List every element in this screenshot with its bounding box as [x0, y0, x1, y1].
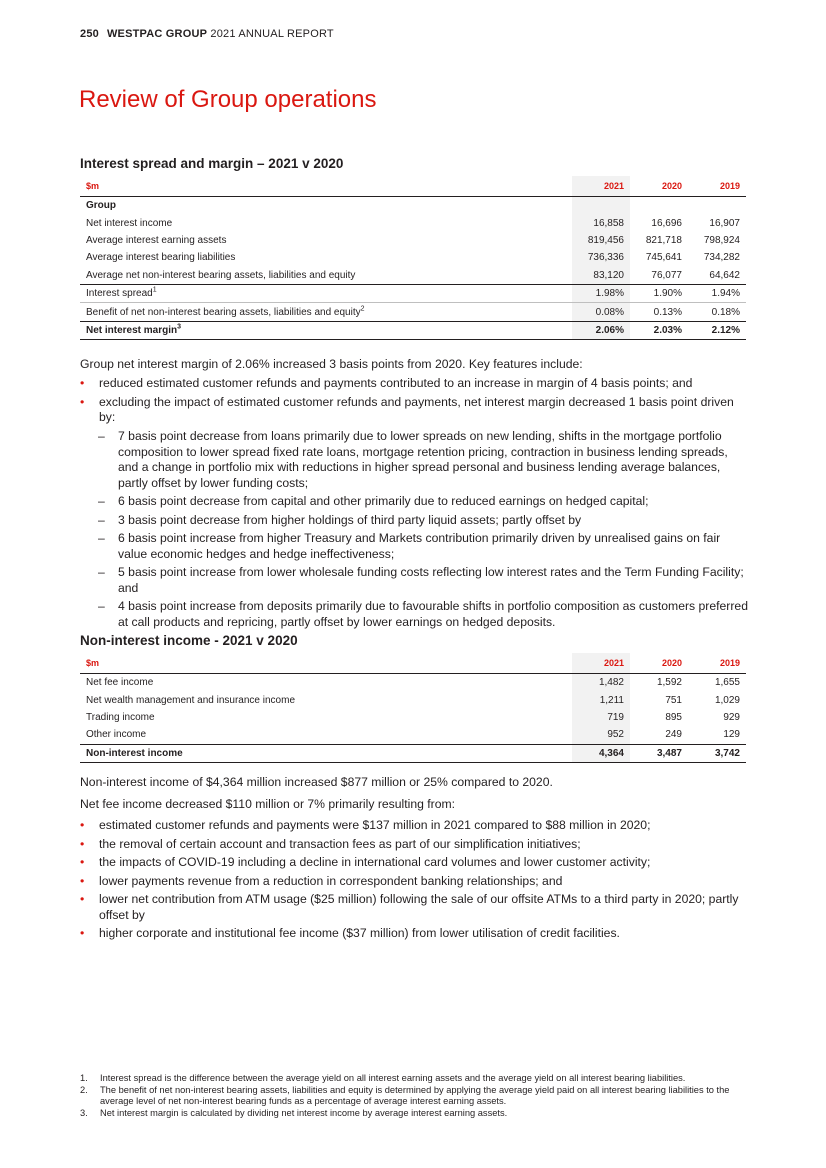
cell: 1,482	[572, 674, 630, 692]
cell: 1,211	[572, 691, 630, 708]
col-header: 2020	[630, 653, 688, 674]
row-label: Net fee income	[86, 677, 154, 689]
table-row	[80, 249, 746, 266]
table-row	[80, 726, 746, 744]
row-label: Trading income	[86, 711, 155, 723]
nim-bullets	[80, 376, 750, 429]
row-label: Average interest bearing liabilities	[86, 252, 236, 264]
col-header: 2021	[572, 176, 630, 197]
list-item: • higher corporate and institutional fee income ($37 million) from lower utilisation of credit facilities.	[80, 926, 620, 940]
table-row	[80, 744, 746, 762]
list-item: • lower net contribution from ATM usage ($25 million) following the sale of our offsite ATMs to a third party in 2020; partly offset by	[80, 892, 739, 922]
table-row	[80, 197, 746, 215]
row-label: Net interest income	[86, 217, 173, 229]
list-item: • the impacts of COVID-19 including a decline in international card volumes and lower customer activity;	[80, 855, 651, 869]
cell: 0.18%	[688, 303, 746, 321]
col-header: 2021	[572, 653, 630, 674]
cell: 719	[572, 709, 630, 726]
cell: 2.12%	[688, 321, 746, 339]
col-header: $m	[80, 176, 572, 197]
list-item: – 5 basis point increase from lower wholesale funding costs reflecting low interest rates and the Term Funding Facility; and	[98, 565, 744, 595]
list-item: – 7 basis point decrease from loans primarily due to lower spreads on new lending, shifts in the mortgage portfolio composition to lower spread fixed rate loans, mortgage retention pricing, contraction in business lending spreads, and a change in portfolio mix with reductions in higher spread personal and business lending average balances, partly offset by lower funding costs;	[98, 429, 728, 490]
footnote: 2. The benefit of net non-interest bearing assets, liabilities and equity is determined by applying the average yield paid on all interest bearing liabilities to the average level of net non-interest bearing funds as a percentage of average interest earning assets.	[80, 1085, 730, 1106]
cell: 76,077	[651, 269, 682, 281]
section-heading-interest: Interest spread and margin – 2021 v 2020	[80, 156, 344, 171]
cell: 734,282	[703, 252, 740, 264]
cell: 2.03%	[630, 321, 688, 339]
header-report: 2021 ANNUAL REPORT	[210, 28, 334, 40]
table-row	[80, 709, 746, 726]
table-header-row	[80, 653, 746, 674]
row-label: Average net non-interest bearing assets, liabilities and equity	[86, 269, 356, 281]
cell: 4,364	[572, 744, 630, 762]
cell: 736,336	[572, 249, 630, 266]
cell: 798,924	[703, 234, 740, 246]
cell: 821,718	[645, 234, 682, 246]
list-item: – 6 basis point decrease from capital and other primarily due to reduced earnings on hedged capital;	[98, 494, 649, 508]
cell: 952	[572, 726, 630, 744]
cell: 129	[723, 729, 740, 741]
cell: 745,641	[645, 252, 682, 264]
row-label: Non-interest income	[80, 744, 572, 762]
cell: 1,029	[714, 694, 740, 706]
col-header: 2019	[688, 653, 746, 674]
cell: 16,907	[709, 217, 740, 229]
list-item: – 6 basis point increase from higher Treasury and Markets contribution primarily driven by unrealised gains on fair value economic hedges and hedge ineffectiveness;	[98, 531, 721, 561]
group-label: Group	[86, 200, 116, 212]
col-header: 2020	[630, 176, 688, 197]
table-row	[80, 232, 746, 249]
cell: 16,858	[572, 214, 630, 231]
non-interest-para-2: Net fee income decreased $110 million or 7% primarily resulting from:	[80, 797, 456, 811]
table-row	[80, 284, 746, 302]
footnote: 1. Interest spread is the difference between the average yield on all interest earning assets and the average yield on all interest bearing liabilities.	[80, 1073, 686, 1083]
page-number: 250	[80, 28, 99, 40]
cell: 3,742	[688, 744, 746, 762]
cell: 1,592	[656, 677, 682, 689]
col-header: 2019	[688, 176, 746, 197]
list-item: – 4 basis point increase from deposits primarily due to favourable shifts in portfolio composition as customers preferred at call products and repricing, partly offset by lower earnings on hedged deposits.	[98, 599, 748, 629]
footnotes	[80, 1073, 750, 1120]
list-item: – 3 basis point decrease from higher holdings of third party liquid assets; partly offset by	[98, 512, 582, 527]
cell: 0.13%	[630, 303, 688, 321]
table-row	[80, 303, 746, 321]
cell: 1.90%	[630, 284, 688, 302]
nim-intro: Group net interest margin of 2.06% increased 3 basis points from 2020. Key features include:	[80, 357, 583, 371]
table-row	[80, 691, 746, 708]
cell: 0.08%	[572, 303, 630, 321]
cell: 895	[665, 711, 682, 723]
interest-spread-table	[80, 176, 746, 340]
nim-subbullets	[80, 429, 750, 633]
cell: 929	[723, 711, 740, 723]
table-header-row	[80, 176, 746, 197]
cell: 3,487	[630, 744, 688, 762]
row-label: Net wealth management and insurance income	[86, 694, 296, 706]
header-brand: WESTPAC GROUP	[106, 28, 208, 40]
table-row	[80, 674, 746, 692]
row-label: Other income	[86, 729, 147, 741]
cell: 1.98%	[572, 284, 630, 302]
non-interest-para-1: Non-interest income of $4,364 million increased $877 million or 25% compared to 2020.	[80, 775, 553, 789]
list-item: • reduced estimated customer refunds and payments contributed to an increase in margin of 4 basis points; and	[80, 376, 693, 390]
page-header	[80, 28, 334, 40]
cell: 16,696	[651, 217, 682, 229]
table-row	[80, 321, 746, 339]
row-label: Net interest margin$^3$	[80, 321, 572, 339]
section-heading-noninterest: Non-interest income - 2021 v 2020	[80, 633, 298, 648]
cell: 249	[665, 729, 682, 741]
row-label: Interest spread$^1$	[80, 284, 572, 302]
cell: 83,120	[572, 267, 630, 285]
table-row	[80, 267, 746, 285]
col-header: $m	[80, 653, 572, 674]
non-interest-income-table	[80, 653, 746, 763]
page-title: Review of Group operations	[79, 86, 377, 113]
list-item: • estimated customer refunds and payments were $137 million in 2021 compared to $88 million in 2020;	[80, 818, 651, 832]
table-row	[80, 214, 746, 231]
footnote: 3. Net interest margin is calculated by dividing net interest income by average interest earning assets.	[80, 1108, 508, 1118]
cell: 751	[665, 694, 682, 706]
list-item: • lower payments revenue from a reduction in correspondent banking relationships; and	[80, 873, 563, 888]
cell: 819,456	[572, 232, 630, 249]
cell: 64,642	[709, 269, 740, 281]
list-item: • the removal of certain account and transaction fees as part of our simplification initiatives;	[80, 836, 581, 851]
row-label: Benefit of net non-interest bearing assets, liabilities and equity$^2$	[80, 303, 572, 321]
list-item: • excluding the impact of estimated customer refunds and payments, net interest margin decreased 1 basis point driven by:	[80, 394, 734, 424]
row-label: Average interest earning assets	[86, 234, 227, 246]
cell: 2.06%	[572, 321, 630, 339]
cell: 1,655	[714, 677, 740, 689]
fee-bullets	[80, 818, 750, 945]
cell: 1.94%	[688, 284, 746, 302]
